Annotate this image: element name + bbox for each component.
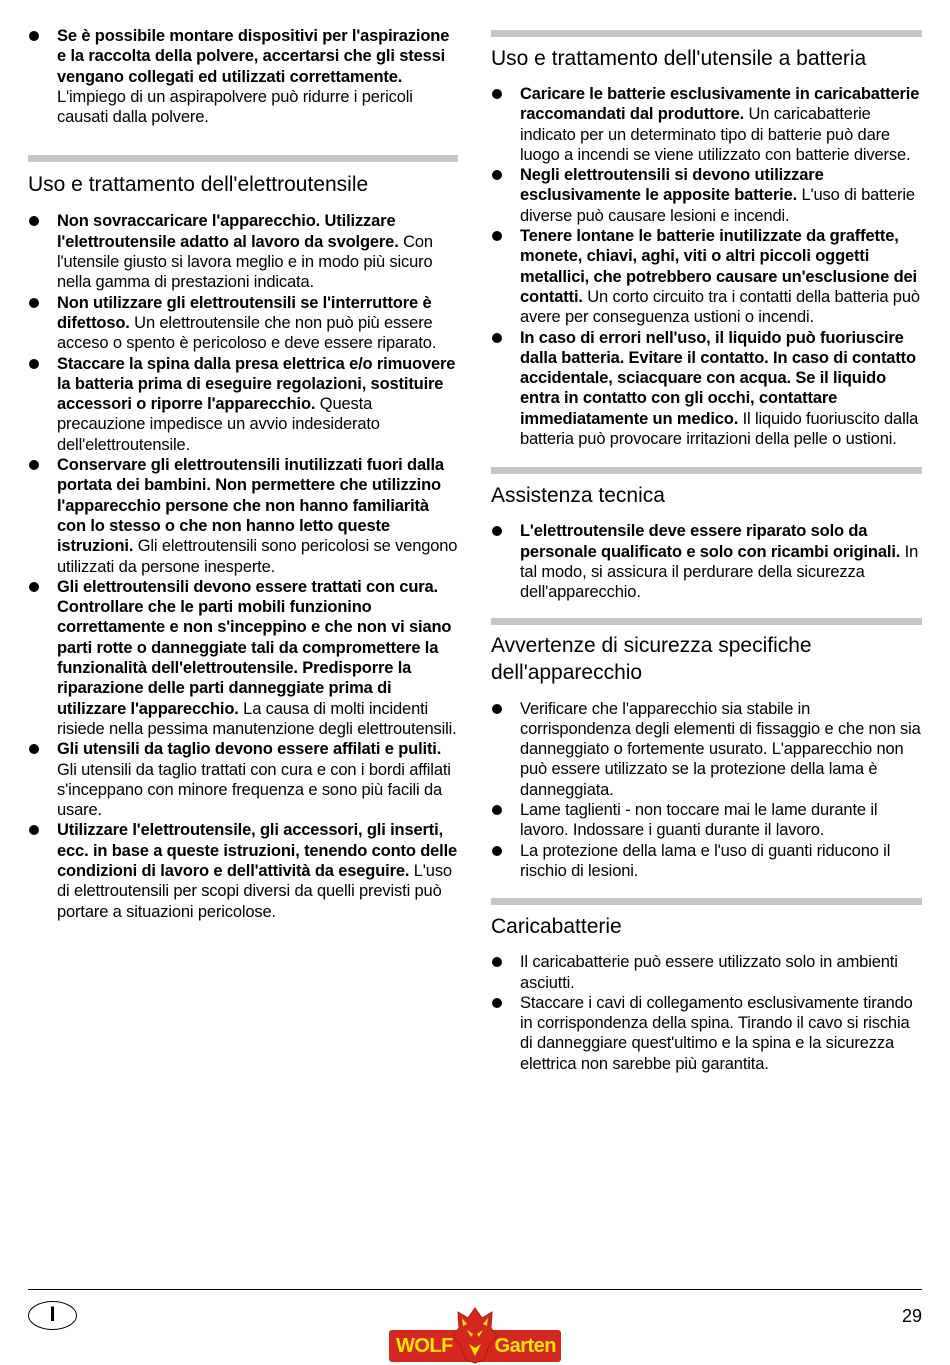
- section-title-battery-tool-use: Uso e trattamento dell'utensile a batteria: [491, 47, 867, 70]
- power-tool-use-list: [28, 211, 458, 921]
- list-item: [28, 354, 458, 455]
- list-item-text: Gli elettroutensili sono pericolosi se vengono utilizzati da persone inesperte.: [57, 537, 458, 576]
- list-item: [491, 993, 922, 1074]
- list-item-bold-text: Caricare le batterie esclusivamente in caricabatterie raccomandati dal produttore.: [520, 85, 920, 124]
- list-item: [491, 84, 922, 165]
- list-item-text: La causa di molti incidenti risiede nella pessima manutenzione degli elettroutensili.: [57, 699, 457, 738]
- list-item: [491, 226, 922, 327]
- list-item-text: Il caricabatterie può essere utilizzato solo in ambienti asciutti.: [520, 953, 898, 992]
- list-item-text: Lame taglienti - non toccare mai le lame durante il lavoro. Indossare i guanti durante il lavoro.: [520, 801, 878, 840]
- list-item-bold-text: Non sovraccaricare l'apparecchio. Utilizzare l'elettroutensile adatto al lavoro da svolgere.: [57, 212, 399, 251]
- list-item: [28, 211, 458, 292]
- list-item-bold-text: Gli utensili da taglio devono essere affilati e puliti.: [57, 740, 442, 759]
- logo-wolf-text: WOLF: [396, 1335, 453, 1357]
- list-item-bold-text: Non utilizzare gli elettroutensili se l'interruttore è difettoso.: [57, 293, 432, 332]
- list-item-text: Un corto circuito tra i contatti della batteria può avere per conseguenza ustioni o incendi.: [520, 287, 920, 327]
- list-item: [28, 455, 458, 577]
- list-item-text: Questa precauzione impedisce un avvio indesiderato dell'elettroutensile.: [57, 395, 380, 454]
- list-item-text: Il liquido fuoriuscito dalla batteria può provocare irritazioni della pelle o ustioni.: [520, 409, 919, 449]
- section-divider: [491, 618, 922, 625]
- section-divider: [491, 898, 922, 905]
- list-item: [28, 739, 458, 820]
- list-item-bold-text: Staccare la spina dalla presa elettrica e/o rimuovere la batteria prima di eseguire regolazioni, sostituire accessori o riporre l'apparecchio.: [57, 354, 456, 414]
- section-title-power-tool-use: Uso e trattamento dell'elettroutensile: [28, 173, 369, 197]
- list-item: [491, 521, 922, 602]
- section-title-charger: Caricabatterie: [491, 915, 622, 939]
- list-item-bold-text: L'elettroutensile deve essere riparato solo da personale qualificato e solo con ricambi originali.: [520, 522, 901, 561]
- section-title-technical-assistance: Assistenza tecnica: [491, 484, 665, 508]
- section-divider: [28, 155, 458, 162]
- list-item: [28, 26, 458, 127]
- list-item-text: Verificare che l'apparecchio sia stabile in corrispondenza degli elementi di fissaggio e che non sia danneggiato o fortemente usurato. L'apparecchio non può essere utilizzato se la protezione della lama è danneggiata.: [520, 699, 921, 799]
- right-column: [491, 0, 922, 1074]
- section-title-device-safety: Avvertenze di sicurezza specifiche dell'apparecchio: [491, 633, 812, 684]
- list-item-text: Un caricabatterie indicato per un determinato tipo di batterie può dare luogo a incendi se viene utilizzato con batterie diverse.: [520, 105, 911, 164]
- language-badge: I: [28, 1301, 77, 1330]
- list-item: [28, 577, 458, 739]
- list-item: [491, 165, 922, 226]
- section-divider: [491, 30, 922, 37]
- list-item: [491, 328, 922, 450]
- list-item: [491, 952, 922, 993]
- list-item: [491, 800, 922, 841]
- logo-garten-text: Garten: [494, 1335, 556, 1357]
- wolf-head-icon: [451, 1306, 499, 1364]
- charger-list: [491, 952, 922, 1074]
- battery-tool-use-list: [491, 84, 922, 449]
- footer-divider: [28, 1289, 922, 1290]
- list-item: [491, 699, 922, 800]
- list-item-bold-text: Negli elettroutensili si devono utilizzare esclusivamente le apposite batterie.: [520, 166, 824, 205]
- list-item: [28, 293, 458, 354]
- list-item-bold-text: Se è possibile montare dispositivi per l'aspirazione e la raccolta della polvere, accertarsi che gli stessi vengano collegati ed utilizzati correttamente.: [57, 27, 450, 86]
- list-item-text: L'uso di elettroutensili per scopi diversi da quelli previsti può portare a situazioni pericolose.: [57, 861, 452, 921]
- intro-list: [28, 26, 458, 127]
- list-item-bold-text: In caso di errori nell'uso, il liquido può fuoriuscire dalla batteria. Evitare il contatto. In caso di contatto accidentale, sciacquare con acqua. Se il liquido entra in contatto con gli occhi, contattare immediatamente un medico.: [520, 328, 916, 428]
- list-item-bold-text: Gli elettroutensili devono essere trattati con cura. Controllare che le parti mobili funzionino correttamente e non s'inceppino e che non vi siano parti rotte o danneggiate tali da compromettere la funzionalità dell'elettroutensile. Predisporre la riparazione delle parti danneggiate prima di utilizzare l'apparecchio.: [57, 577, 452, 718]
- list-item: [491, 841, 922, 882]
- page-number: 29: [901, 1306, 922, 1326]
- list-item-bold-text: Tenere lontane le batterie inutilizzate da graffette, monete, chiavi, aghi, viti o altri piccoli oggetti metallici, che potrebbero causare un'esclusione dei contatti.: [520, 227, 917, 306]
- device-safety-list: [491, 699, 922, 882]
- left-column: [28, 0, 458, 922]
- wolf-garten-logo: [389, 1306, 561, 1364]
- list-item-text: L'impiego di un aspirapolvere può ridurre i pericoli causati dalla polvere.: [57, 87, 413, 127]
- section-divider: [491, 467, 922, 474]
- list-item-text: Un elettroutensile che non può più essere acceso o spento è pericoloso e deve essere riparato.: [57, 313, 437, 353]
- list-item-text: La protezione della lama e l'uso di guanti riducono il rischio di lesioni.: [520, 841, 891, 880]
- list-item-text: In tal modo, si assicura il perdurare della sicurezza dell'apparecchio.: [520, 542, 919, 602]
- list-item-bold-text: Utilizzare l'elettroutensile, gli accessori, gli inserti, ecc. in base a queste istruzioni, tenendo conto delle condizioni di lavoro e dell'attività da eseguire.: [57, 821, 458, 880]
- list-item-text: L'uso di batterie diverse può causare lesioni e incendi.: [520, 186, 915, 225]
- list-item-text: Gli utensili da taglio trattati con cura e con i bordi affilati s'inceppano con minore frequenza e sono più facili da usare.: [57, 760, 451, 820]
- list-item: [28, 820, 458, 921]
- list-item-text: Staccare i cavi di collegamento esclusivamente tirando in corrispondenza della spina. Tirando il cavo si rischia di danneggiare quest'ultimo e la spina e la sicurezza elettrica non sarebbe più garantita.: [520, 993, 913, 1073]
- technical-assistance-list: [491, 521, 922, 602]
- list-item-bold-text: Conservare gli elettroutensili inutilizzati fuori dalla portata dei bambini. Non permettere che utilizzino l'apparecchio persone che non hanno familiarità con lo stesso o che non hanno letto queste istruzioni.: [57, 456, 444, 556]
- list-item-text: Con l'utensile giusto si lavora meglio e in modo più sicuro nella gamma di prestazioni indicata.: [57, 232, 433, 292]
